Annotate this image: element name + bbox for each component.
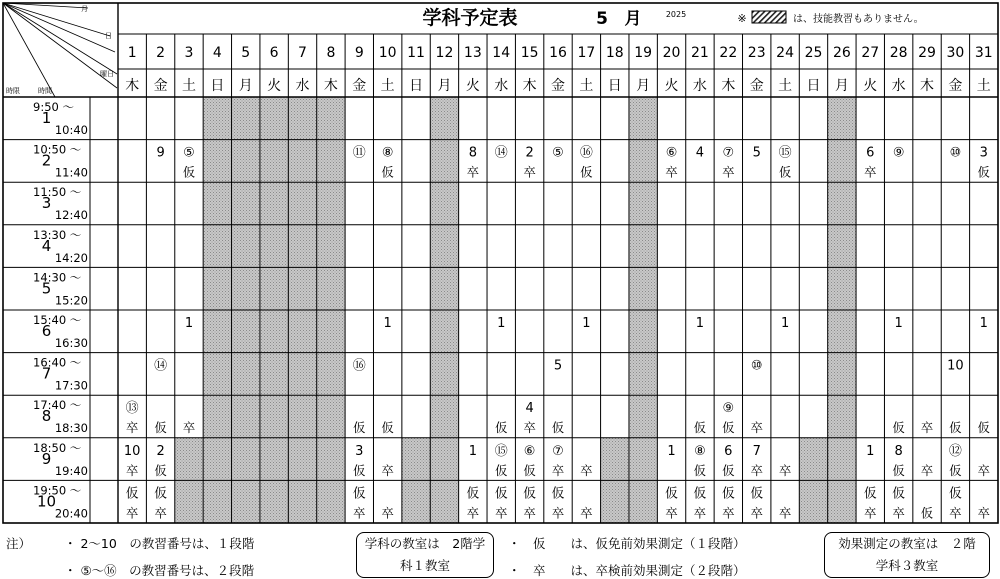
cell-test: 卒 [523, 164, 536, 180]
day-number: 19 [634, 45, 653, 61]
weekday-label: 水 [891, 78, 906, 94]
cell-lesson: 4 [695, 145, 705, 161]
cell-test: 卒 [125, 505, 139, 521]
cell-lesson: ⑯ [352, 358, 366, 374]
cell-lesson: ⑬ [125, 401, 139, 417]
legend-sotsu: ・ 卒 は、卒検前効果測定（２段階） [508, 563, 746, 578]
cell-test: 仮 [494, 462, 508, 478]
day-number: 25 [804, 45, 823, 61]
cell-lesson: 1 [667, 443, 676, 459]
cell-test: 仮 [977, 164, 991, 180]
weekday-label: 水 [494, 78, 509, 94]
cell-lesson: ⑤ [552, 145, 564, 161]
period-end-time: 12:40 [54, 208, 88, 223]
day-number: 10 [378, 45, 397, 61]
cell-lesson: 6 [866, 145, 875, 161]
cell-test: 仮 [154, 462, 167, 478]
weekday-label: 土 [579, 78, 594, 94]
cell-test: 卒 [353, 505, 366, 521]
cell-lesson: ⑤ [183, 145, 195, 161]
day-number: 22 [719, 45, 738, 61]
period-number: 10 [36, 492, 57, 511]
cell-lesson: ⑭ [494, 145, 508, 161]
cell-lesson: 仮 [551, 486, 565, 502]
cell-test: 仮 [722, 420, 735, 436]
corner-time-label: 時間 [38, 87, 52, 95]
day-number: 13 [463, 45, 482, 61]
cell-lesson: ⑮ [778, 145, 792, 161]
period-number: 2 [41, 151, 52, 170]
day-number: 21 [691, 45, 709, 61]
cell-test: 仮 [977, 420, 991, 436]
cell-lesson: 9 [156, 145, 165, 161]
cell-test: 卒 [778, 462, 792, 478]
weekday-label: 金 [749, 78, 764, 94]
cell-lesson: ⑦ [722, 145, 735, 161]
cell-test: 卒 [977, 462, 991, 478]
weekday-label: 金 [948, 78, 963, 94]
cell-lesson: 8 [894, 443, 903, 459]
period-number: 1 [41, 109, 52, 127]
cell-test: 卒 [778, 505, 792, 521]
day-number: 6 [269, 45, 279, 61]
weekday-label: 日 [210, 78, 225, 94]
corner-day-label: 日 [105, 32, 112, 40]
cell-lesson: 2 [156, 443, 165, 459]
cell-test: 卒 [949, 505, 962, 521]
weekday-label: 木 [522, 78, 537, 94]
cell-test: 卒 [750, 462, 763, 478]
cell-test: 卒 [466, 164, 480, 180]
cell-lesson: ⑩ [949, 145, 962, 161]
page-title: 学科予定表 [422, 7, 518, 29]
cell-lesson: ⑨ [892, 145, 905, 161]
weekday-label: 木 [125, 78, 140, 94]
cell-test: 仮 [693, 462, 707, 478]
day-number: 31 [974, 45, 993, 61]
cell-test: 卒 [864, 505, 877, 521]
period-number: 5 [41, 279, 52, 298]
cell-test: 卒 [977, 505, 991, 521]
cell-test: 卒 [920, 420, 934, 436]
cell-test: 卒 [693, 505, 707, 521]
cell-lesson: ⑭ [154, 358, 168, 374]
cell-lesson: ⑦ [552, 443, 564, 459]
cell-test: 仮 [580, 164, 593, 180]
day-number: 8 [326, 45, 336, 61]
cell-lesson: 1 [582, 316, 591, 331]
cell-lesson: 仮 [863, 486, 877, 502]
cell-lesson: 3 [355, 443, 364, 459]
cell-test: 仮 [920, 505, 934, 521]
cell-test: 卒 [523, 505, 536, 521]
grid-line [3, 3, 55, 97]
cell-test: 仮 [778, 164, 792, 180]
legend-test-room-line1: 効果測定の教室は ２階 [838, 536, 976, 551]
cell-test: 仮 [892, 420, 905, 436]
corner-period-label: 時限 [6, 87, 20, 95]
cell-lesson: ⑮ [494, 443, 508, 459]
period-end-time: 17:30 [54, 378, 88, 393]
period-start-time: 19:50 ～ [33, 483, 82, 498]
day-number: 30 [946, 45, 965, 61]
cell-lesson: 1 [497, 316, 506, 331]
cell-lesson: 3 [979, 145, 988, 161]
day-number: 28 [889, 45, 908, 61]
weekday-label: 金 [153, 78, 168, 94]
period-start-time: 14:30 ～ [33, 270, 82, 285]
cell-test: 仮 [381, 164, 394, 180]
day-number: 7 [298, 45, 307, 61]
weekday-label: 日 [409, 78, 424, 94]
cell-lesson: 5 [752, 145, 761, 161]
cell-test: 卒 [125, 462, 139, 478]
period-number: 4 [41, 236, 52, 255]
grid-line [3, 3, 110, 36]
cell-test: 卒 [523, 420, 536, 436]
day-number: 27 [861, 45, 880, 61]
cell-test: 仮 [693, 420, 707, 436]
cell-test: 仮 [523, 462, 536, 478]
cell-lesson: 仮 [721, 486, 735, 502]
month-number: 5 [596, 9, 608, 29]
cell-test: 仮 [722, 462, 735, 478]
day-number: 26 [832, 45, 851, 61]
cell-lesson: 1 [468, 443, 477, 459]
weekday-label: 水 [295, 78, 310, 94]
weekday-label: 土 [181, 78, 196, 94]
period-start-time: 10:50 ～ [33, 142, 82, 157]
cell-lesson: 10 [947, 358, 964, 374]
period-start-time: 17:40 ～ [33, 398, 82, 413]
cell-lesson: 8 [468, 145, 477, 161]
weekday-label: 木 [920, 78, 935, 94]
cell-lesson: 10 [123, 443, 141, 459]
cell-lesson: 仮 [154, 486, 168, 502]
day-number: 29 [918, 45, 936, 61]
day-number: 16 [549, 45, 567, 61]
cell-lesson: ⑪ [352, 145, 366, 161]
period-end-time: 19:40 [54, 463, 88, 478]
day-number: 20 [662, 45, 681, 61]
cell-lesson: ⑨ [722, 401, 735, 417]
year-label: 2025 [665, 10, 687, 19]
cell-lesson: 7 [752, 443, 761, 459]
cell-test: 仮 [182, 164, 196, 180]
day-number: 18 [605, 45, 624, 61]
weekday-label: 月 [437, 78, 452, 94]
period-end-time: 18:30 [54, 421, 88, 436]
cell-lesson: 4 [525, 401, 534, 417]
day-number: 4 [212, 45, 222, 61]
cell-test: 仮 [353, 420, 366, 436]
period-number: 9 [41, 449, 52, 468]
cell-test: 卒 [580, 462, 593, 478]
period-end-time: 14:20 [54, 250, 88, 265]
cell-test: 卒 [920, 462, 934, 478]
cell-test: 仮 [494, 420, 508, 436]
cell-test: 卒 [551, 462, 565, 478]
day-number: 15 [520, 45, 539, 61]
cell-lesson: 仮 [948, 486, 962, 502]
period-start-time: 15:40 ～ [33, 313, 82, 327]
weekday-label: 火 [863, 78, 878, 94]
day-number: 3 [184, 45, 194, 61]
weekday-label: 水 [692, 78, 707, 94]
cell-test: 仮 [154, 420, 167, 436]
cell-test: 卒 [750, 420, 763, 436]
cell-lesson: 2 [525, 145, 534, 161]
cell-lesson: 1 [383, 316, 392, 331]
day-number: 17 [577, 45, 596, 61]
cell-test: 卒 [722, 505, 735, 521]
period-start-time: 16:40 ～ [33, 355, 82, 370]
period-end-time: 16:30 [54, 336, 88, 350]
cell-test: 卒 [494, 505, 508, 521]
day-number: 12 [435, 45, 454, 61]
cell-test: 卒 [864, 164, 877, 180]
cell-test: 卒 [892, 505, 905, 521]
day-number: 1 [127, 45, 137, 61]
cell-test: 卒 [750, 505, 763, 521]
weekday-label: 土 [976, 78, 991, 94]
cell-lesson: 仮 [750, 486, 764, 502]
day-number: 24 [776, 45, 795, 61]
day-number: 2 [156, 45, 166, 61]
legend-classroom-line2: 科１教室 [399, 558, 450, 573]
cell-lesson: ⑫ [948, 443, 962, 459]
period-end-time: 20:40 [54, 506, 88, 521]
hatch-note-text: は、技能教習もありません。 [793, 14, 924, 25]
cell-test: 卒 [381, 505, 394, 521]
period-number: 6 [41, 322, 52, 340]
cell-lesson: 仮 [494, 486, 508, 502]
period-number: 3 [41, 194, 52, 213]
cell-lesson: 仮 [693, 486, 707, 502]
period-start-time: 18:50 ～ [33, 440, 82, 455]
cell-lesson: 5 [553, 358, 563, 374]
cell-test: 卒 [381, 462, 394, 478]
cell-lesson: ⑥ [523, 443, 536, 459]
day-number: 14 [492, 45, 511, 61]
cell-lesson: 1 [979, 316, 988, 331]
legend-note-label: 注） [6, 536, 32, 551]
cell-test: 仮 [353, 462, 366, 478]
period-end-time: 15:20 [54, 293, 88, 308]
cell-lesson: 仮 [125, 486, 139, 502]
hatch-note-mark: ※ [737, 12, 747, 25]
cell-test: 仮 [949, 420, 962, 436]
weekday-label: 火 [664, 78, 679, 94]
cell-lesson: 1 [695, 316, 705, 331]
cell-test: 仮 [949, 462, 962, 478]
weekday-label: 月 [636, 78, 651, 94]
month-unit: 月 [624, 9, 642, 29]
period-end-time: 11:40 [54, 165, 88, 180]
cell-lesson: ⑩ [750, 358, 763, 374]
period-start-time: 11:50 ～ [33, 185, 82, 200]
cell-lesson: 1 [866, 443, 875, 459]
cell-lesson: 仮 [892, 486, 906, 502]
cell-test: 卒 [182, 420, 196, 436]
legend-stage1-numbers: ・ 2～10 の教習番号は、１段階 [64, 536, 255, 551]
period-start-time: 13:30 ～ [33, 227, 82, 242]
cell-lesson: 仮 [665, 486, 679, 502]
period-start-time: 9:50 ～ [33, 100, 74, 114]
weekday-label: 金 [352, 78, 367, 94]
cell-test: 卒 [551, 505, 565, 521]
corner-month-label: 月 [81, 5, 88, 13]
weekday-label: 金 [551, 78, 565, 94]
cell-test: 卒 [665, 164, 678, 180]
day-number: 11 [407, 45, 425, 61]
cell-lesson: 仮 [466, 486, 480, 502]
cell-lesson: 仮 [523, 486, 537, 502]
legend-stage2-numbers: ・ ⑤～⑯ の教習番号は、２段階 [64, 563, 255, 578]
day-number: 9 [354, 45, 364, 61]
weekday-label: 月 [238, 78, 253, 94]
cell-lesson: ⑧ [381, 145, 394, 161]
weekday-label: 木 [323, 78, 338, 94]
cell-lesson: 仮 [352, 486, 366, 502]
weekday-label: 土 [778, 78, 793, 94]
cell-test: 仮 [551, 420, 565, 436]
cell-lesson: ⑥ [665, 145, 678, 161]
legend-test-room-box [824, 532, 990, 578]
hatch-note-swatch [752, 11, 786, 23]
cell-test: 卒 [125, 420, 139, 436]
cell-lesson: ⑧ [694, 443, 706, 459]
grid-line [3, 3, 117, 74]
weekday-label: 火 [267, 78, 282, 94]
period-end-time: 10:40 [54, 123, 88, 137]
weekday-label: 土 [380, 78, 395, 94]
cell-test: 卒 [722, 164, 735, 180]
period-number: 8 [41, 407, 52, 426]
cell-test: 卒 [665, 505, 678, 521]
cell-lesson: 6 [724, 443, 733, 459]
cell-lesson: 1 [894, 316, 903, 331]
weekday-label: 日 [806, 78, 821, 94]
weekday-label: 木 [721, 78, 736, 94]
cell-test: 卒 [154, 505, 167, 521]
cell-lesson: 1 [780, 316, 790, 331]
cell-test: 卒 [466, 505, 480, 521]
legend-test-room-line2: 学科３教室 [875, 558, 939, 573]
weekday-label: 月 [834, 78, 849, 94]
legend-kari: ・ 仮 は、仮免前効果測定（１段階） [508, 536, 746, 551]
cell-lesson: ⑯ [579, 145, 593, 161]
cell-lesson: 1 [184, 316, 194, 331]
legend-classroom-box [356, 532, 494, 578]
legend-classroom-line1: 学科の教室は 2階学 [364, 536, 486, 551]
cell-test: 仮 [381, 420, 394, 436]
day-number: 5 [241, 45, 251, 61]
corner-weekday-label: 曜日 [100, 70, 114, 78]
period-number: 7 [41, 364, 52, 383]
weekday-label: 火 [465, 78, 480, 94]
day-number: 23 [747, 45, 766, 61]
weekday-label: 日 [607, 78, 622, 94]
cell-test: 仮 [892, 462, 905, 478]
cell-test: 卒 [580, 505, 593, 521]
